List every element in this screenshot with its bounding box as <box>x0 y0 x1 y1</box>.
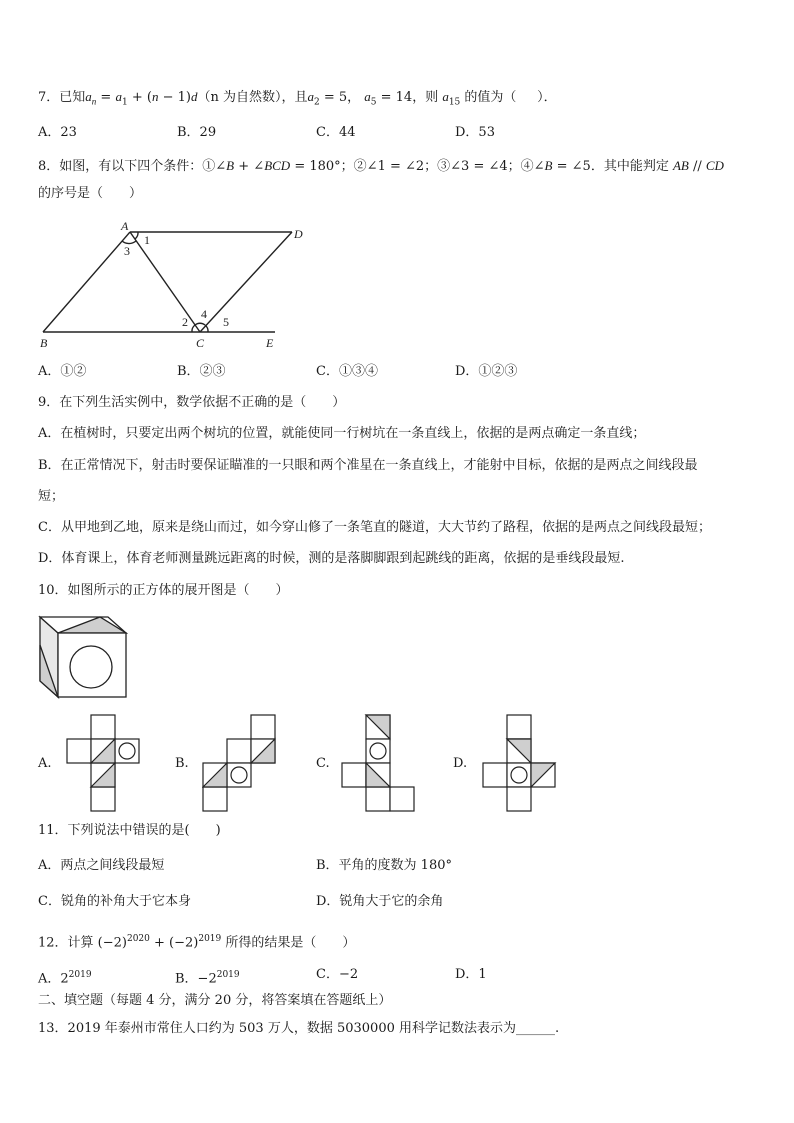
q8-figure <box>30 220 320 355</box>
q7-conditions: $a_2 = 5$， $a_5 = 14$ <box>307 89 413 108</box>
q9-option-a: A．在植树时，只要定出两个树坑的位置，就能使同一行树坑在一条直线上，依据的是两点确定一条直线； <box>38 426 646 441</box>
q7-formula: $a_n = a_1 + (n - 1)d$ <box>85 89 198 108</box>
q11-option-c: C．锐角的补角大于它本身 <box>38 894 191 909</box>
line-ac <box>130 232 200 332</box>
q10-net-b <box>202 714 278 812</box>
label-angle-3: 3 <box>124 244 130 258</box>
q8-option-a: A．①② <box>38 364 87 379</box>
label-angle-5: 5 <box>223 315 229 329</box>
arc-angle-5 <box>205 325 208 332</box>
q12-option-c: C．−2 <box>316 967 359 982</box>
section-heading-fill-in: 二、填空题（每题 4 分，满分 20 分，将答案填在答题纸上） <box>38 993 392 1008</box>
q10-cube-figure <box>38 615 128 700</box>
q10-option-d-label: D. <box>453 756 468 771</box>
q10-option-b-label: B. <box>175 756 189 771</box>
q7-mid: （n 为自然数），且 <box>197 90 308 105</box>
q8-option-d: D．①②③ <box>455 364 518 379</box>
q9-option-b-line1: B．在正常情况下，射击时要保证瞄准的一只眼和两个准星在一条直线上，才能射中目标，依据的是两点之间线段最 <box>38 458 698 473</box>
q10-stem: 10．如图所示的正方体的展开图是（ ） <box>38 583 289 598</box>
q7-stem <box>38 88 557 112</box>
q7-question: ，则 $a_{15}$ 的值为（ ）． <box>412 89 557 108</box>
arc-angle-1 <box>135 232 138 239</box>
q12-stem: 12．计算 $(-2)^{2020} + (-2)^{2019}$ 所得的结果是（ ） <box>38 934 356 951</box>
label-a: A <box>121 220 129 233</box>
q8-option-b: B．②③ <box>177 364 226 379</box>
q7-option-c: C．44 <box>316 125 356 140</box>
line-cd <box>200 232 292 332</box>
q10-net-a <box>66 714 142 812</box>
q10-option-c-label: C. <box>316 756 330 771</box>
label-angle-4: 4 <box>201 307 207 321</box>
label-b: B <box>40 336 48 350</box>
q8-stem-line1: 8．如图，有以下四个条件：①∠B + ∠BCD = 180°；②∠1 = ∠2；③∠3 = ∠4；④∠B = ∠5．其中能判定 AB // CD <box>38 158 724 174</box>
label-d: D <box>294 227 303 241</box>
q7-option-d: D．53 <box>455 125 495 140</box>
q11-option-a: A．两点之间线段最短 <box>38 858 165 873</box>
q9-option-c: C．从甲地到乙地，原来是绕山而过，如今穿山修了一条笔直的隧道，大大节约了路程，依据的是两点之间线段最短； <box>38 520 711 535</box>
q11-option-d: D．锐角大于它的余角 <box>316 894 444 909</box>
q8-stem-line2: 的序号是（ ） <box>38 186 143 201</box>
q10-net-d <box>482 714 558 812</box>
q7-option-b: B．29 <box>177 125 217 140</box>
q10-option-a-label: A. <box>38 756 52 771</box>
label-angle-1: 1 <box>144 233 150 247</box>
q7-number: 7． <box>38 90 60 105</box>
q12-option-a: A．$2^{2019}$ <box>38 970 92 987</box>
q7-option-a: A．23 <box>38 125 77 140</box>
q12-option-d: D．1 <box>455 967 487 982</box>
q8-option-c: C．①③④ <box>316 364 378 379</box>
q12-option-b: B．$-2^{2019}$ <box>175 970 240 987</box>
label-e: E <box>266 336 274 350</box>
label-angle-2: 2 <box>182 315 188 329</box>
label-c: C <box>196 336 205 350</box>
line-ab <box>43 232 130 332</box>
q9-stem: 9．在下列生活实例中，数学依据不正确的是（ ） <box>38 395 346 410</box>
q11-stem: 11．下列说法中错误的是( ) <box>38 823 221 838</box>
q9-option-d: D．体育课上，体育老师测量跳远距离的时候，测的是落脚脚跟到起跳线的距离，依据的是垂线段最短. <box>38 551 625 566</box>
q11-option-b: B．平角的度数为 180° <box>316 858 452 873</box>
q9-option-b-line2: 短； <box>38 489 65 504</box>
q7-pre: 已知 <box>59 90 86 105</box>
arc-angle-4 <box>195 323 205 325</box>
q10-net-c <box>341 714 417 812</box>
q13-stem: 13．2019 年泰州市常住人口约为 503 万人，数据 5030000 用科学记数法表示为______. <box>38 1021 560 1036</box>
arc-angle-2 <box>192 325 195 332</box>
